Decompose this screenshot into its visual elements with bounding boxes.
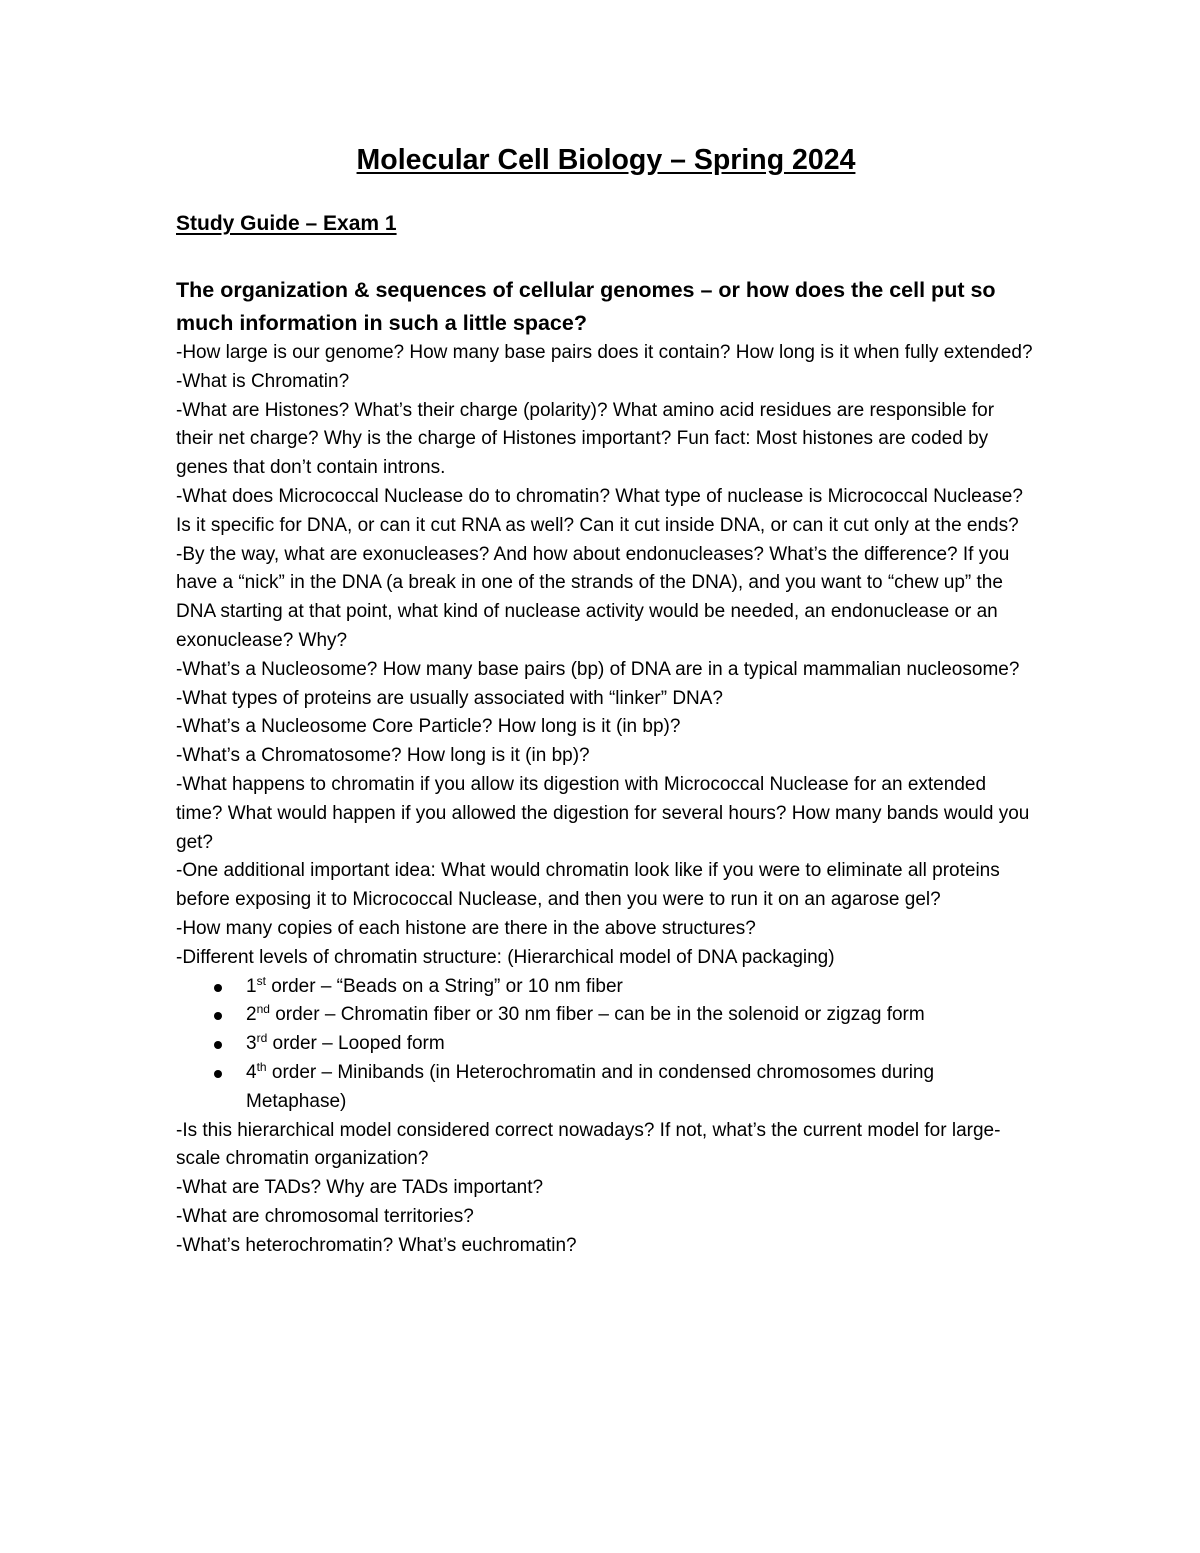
list-item xyxy=(176,1001,1036,1030)
question-paragraph: -By the way, what are exonucleases? And how about endonucleases? What’s the difference? If you have a “nick” in the DNA (a break in one of the strands of the DNA), and you want to “chew up” the DNA starting at that point, what kind of nuclease activity would be needed, an endonuclease or an exonuclease? Why? xyxy=(176,543,1010,651)
bullet-icon xyxy=(214,1041,222,1049)
question-paragraph: -What are TADs? Why are TADs important? xyxy=(176,1177,544,1199)
question-paragraph: -What are Histones? What’s their charge (polarity)? What amino acid residues are responsible for their net charge? Why is the charge of Histones important? Fun fact: Most histones are coded by genes that don’t contain introns. xyxy=(176,399,995,479)
question-paragraph: -What’s heterochromatin? What’s euchromatin? xyxy=(176,1234,577,1256)
ordinal-suffix: nd xyxy=(256,1002,270,1017)
order-description: order – Looped form xyxy=(267,1033,445,1055)
list-item xyxy=(176,973,1036,1002)
question-paragraph: -What is Chromatin? xyxy=(176,370,350,392)
ordinal-suffix: rd xyxy=(256,1031,268,1046)
order-number: 4 xyxy=(246,1061,257,1083)
question-paragraph: -What are chromosomal territories? xyxy=(176,1205,474,1227)
question-paragraph: -One additional important idea: What would chromatin look like if you were to eliminate all proteins before exposing it to Micrococcal Nuclease, and then you were to run it on an agarose gel? xyxy=(176,860,1000,911)
question-paragraph: -How large is our genome? How many base pairs does it contain? How long is it when fully extended? xyxy=(176,342,1033,363)
section-heading: The organization & sequences of cellular genomes – or how does the cell put so much information in such a little space? xyxy=(176,278,996,335)
ordinal-suffix: st xyxy=(256,973,266,988)
order-number: 3 xyxy=(246,1033,257,1055)
bullet-icon xyxy=(214,1012,222,1020)
question-paragraph: -Is this hierarchical model considered correct nowadays? If not, what’s the current model for large-scale chromatin organization? xyxy=(176,1119,1001,1170)
question-paragraph: -What’s a Chromatosome? How long is it (in bp)? xyxy=(176,745,590,767)
order-description: order – Chromatin fiber or 30 nm fiber – can be in the solenoid or zigzag form xyxy=(269,1004,925,1026)
list-item xyxy=(176,1059,1036,1117)
order-number: 2 xyxy=(246,1004,257,1026)
document-subtitle: Study Guide – Exam 1 xyxy=(176,212,397,235)
study-questions xyxy=(176,339,1036,1261)
question-paragraph: -What does Micrococcal Nuclease do to chromatin? What type of nuclease is Micrococcal Nuclease? Is it specific for DNA, or can it cut RNA as well? Can it cut inside DNA, or can it cut only at the ends? xyxy=(176,485,1023,536)
question-paragraph: -Different levels of chromatin structure: (Hierarchical model of DNA packaging) xyxy=(176,946,835,968)
question-paragraph: -What’s a Nucleosome Core Particle? How long is it (in bp)? xyxy=(176,716,681,738)
bullet-icon xyxy=(214,1070,222,1078)
question-paragraph: -How many copies of each histone are there in the above structures? xyxy=(176,917,756,939)
document-title: Molecular Cell Biology – Spring 2024 xyxy=(356,144,856,176)
chromatin-hierarchy-list xyxy=(176,973,1036,1117)
question-paragraph: -What’s a Nucleosome? How many base pairs (bp) of DNA are in a typical mammalian nucleosome? xyxy=(176,658,1020,680)
list-item xyxy=(176,1030,1036,1059)
order-number: 1 xyxy=(246,975,257,997)
bullet-icon xyxy=(214,984,222,992)
question-paragraph: -What types of proteins are usually associated with “linker” DNA? xyxy=(176,687,724,709)
ordinal-suffix: th xyxy=(256,1059,267,1074)
question-paragraph: -What happens to chromatin if you allow its digestion with Micrococcal Nuclease for an extended time? What would happen if you allowed the digestion for several hours? How many bands would you get? xyxy=(176,773,1030,853)
order-description: order – “Beads on a String” or 10 nm fiber xyxy=(265,975,623,997)
order-description: order – Minibands (in Heterochromatin and in condensed chromosomes during Metaphase) xyxy=(246,1061,935,1112)
